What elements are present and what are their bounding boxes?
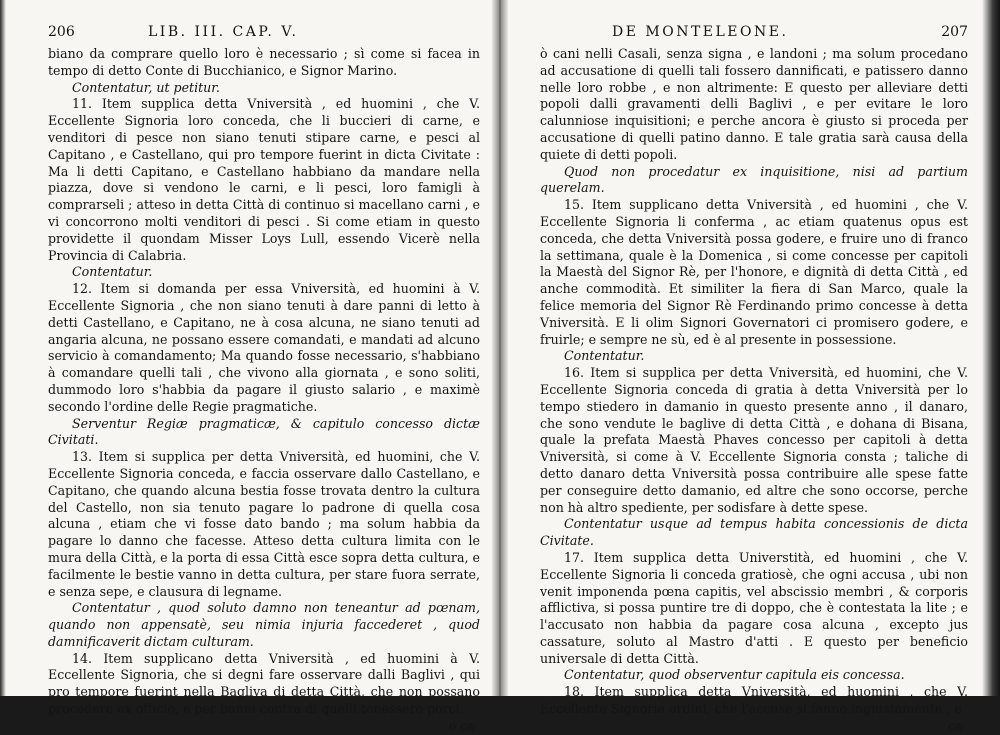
paragraph: 11. Item supplica detta Vniversità , ed huomini , che V. Eccellente Signoria loro conceda, che li buccieri di carne, e venditori di pesce non siano tenuti stipare carne, e pesci al Capitano , e Castellano, qui pro tempore fuerint in dicta Civitate : Ma li detti Capitano, e Castellano habbiano da mandare nella piazza, dove si vendono le carni, e li pesci, loro famigli à comprarseli ; atteso in detta Città di continuo si macellano carni , e vi concorrono molti venditori di pesci . Si come etiam in questo providette il quondam Misser Loys Lull, essendo Vicerè nella Provincia di Calabria. xyxy=(48,96,480,263)
left-page-body xyxy=(48,46,480,735)
paragraph: 15. Item supplicano detta Vniversità , ed huomini , che V. Eccellente Signoria li conferma , ac etiam quatenus opus est conceda, che detta Vniversità possa godere, e fruire uno di franco la settimana, quale è la Domenica , si come concesse per capitoli la Maestà del Signor Rè, per l'honore, e dignità di detta Città , ed anche commodità. Et similiter la fiera di San Marco, quale la felice memoria del Signor Rè Ferdinando primo concesse à detta Vniversità. E li olim Signori Governatori ci promisero godere, e fruirle; e sempre ne sù, ed è al presente in possessione. xyxy=(540,197,968,347)
rubric: Contentatur, quod observentur capitula eis concessa. xyxy=(564,667,905,683)
left-page-header xyxy=(48,24,480,46)
paragraph: 13. Item si supplica per detta Vniversità, ed huomini, che V. Eccellente Signoria conceda, e faccia osservare dallo Castellano, e Capitano, che quando alcuna bestia fosse trovata dentro la cultura del Castello, non sia tenuto pagare lo padrone di quella cosa alcuna , etiam che vi fosse dato bando ; ma solum habbia da pagare lo danno che facesse. Atteso detta cultura limita con le mura della Città, e la porta di essa Città esce sopra detta cultura, e facilmente le bestie vanno in detta cultura, per stare fuora serrate, e senza sepe, e clausura di legname. xyxy=(48,449,480,599)
paragraph: 18. Item supplica detta Vniversità, ed huomini , che V. Eccellente Signoria ordini, che l'accuse si fanno ingiustamente , e xyxy=(540,684,968,717)
rubric: Contentatur. xyxy=(564,348,645,364)
paragraph: 17. Item supplica detta Universtità, ed huomini , che V. Eccellente Signoria li conceda gratiosè, che ogni accusa , ubi non venit imponenda pœna capitis, vel abscissio membri , & corporis afflictiva, si possa puntire tre di doppo, che è contestata la lite ; e l'accusato non habbia da pagare cosa alcuna , excepto jus cassature, soluto al Mastro d'atti . E questo per beneficio universale di detta Città. xyxy=(540,549,968,666)
book-gutter xyxy=(492,0,508,696)
catchword: ca- xyxy=(948,718,966,733)
running-head: DE MONTELEONE. xyxy=(612,24,789,40)
catchword: o ca- xyxy=(449,718,478,733)
right-page-body xyxy=(540,46,968,735)
paragraph-continued: ò cani nelli Casali, senza signa , e landoni ; ma solum procedano ad accusatione di quelli tali fossero dannificati, e patissero danno nelle loro robbe , e non altrimente: E questo per alleviare detti popoli dalli gravamenti delli Baglivi , e per evitare le loro calunniose inquisitioni; e perche ancora è giusto si proceda per accusatione di quelli patino danno. E tale gratia sarà causa della quiete di detti popoli. xyxy=(540,46,968,162)
paragraph-continued: biano da comprare quello loro è necessario ; sì come si facea in tempo di detto Conte di Bucchianico, e Signor Marino. xyxy=(48,46,480,78)
paragraph: 14. Item supplicano detta Vniversità , ed huomini à V. Eccellente Signoria, che si degni fare osservare dalli Baglivi , qui pro tempore fuerint nella Bagliva di detta Città, che non possano procedere ex officio, e per banni contra di quelli tenessero porci, xyxy=(48,650,480,717)
running-head: LIB. III. CAP. V. xyxy=(148,24,299,40)
rubric: Contentatur. xyxy=(72,264,153,280)
rubric: Contentatur , quod soluto damno non teneantur ad pœnam, quando non appensatè, seu nimia injuria faccederet , quod damnificaverit dictam culturam. xyxy=(48,600,480,649)
rubric: Contentatur usque ad tempus habita concessionis de dicta Civitate. xyxy=(540,516,968,549)
right-page-header xyxy=(540,24,968,46)
rubric: Serventur Regiæ pragmaticæ, & capitulo concesso dictæ Civitati. xyxy=(48,415,480,448)
paragraph: 16. Item si supplica per detta Vniversità, ed huomini, che V. Eccellente Signoria conceda di gratia à detta Vniversità per lo tempo stiedero in damanio in questo presente anno , il danaro, che sono vendute le baglive di detta Città , e dohana di Bisana, quale la prefata Maestà Phaves concesso per capitoli à detta Vniversità, si come à V. Eccellente Signoria consta ; taliche di detto danaro detta Vniversità possa contribuire alle spese fatte per conseguire detto damanio, ed altre che sono occorse, perche non hà altro spediente, per sodisfare à dette spese. xyxy=(540,365,968,515)
paragraph: 12. Item si domanda per essa Vniversità, ed huomini à V. Eccellente Signoria , che non siano tenuti à dare panni di letto à detti Castellano, e Capitano, ne à cosa alcuna, ne siano tenuti ad angaria alcuna, ne possano essere comandati, e mandati ad alcuno servicio à comandamento; Ma quando fosse necessario, s'habbiano à comandare quelli tali , che vivono alla giornata , e sono soliti, dummodo loro s'habbia da pagare il giusto salario , e maximè secondo l'ordine delle Regie pragmatiche. xyxy=(48,281,480,414)
rubric: Contentatur, ut petitur. xyxy=(72,79,220,95)
rubric: Quod non procedatur ex inquisitione, nisi ad partium querelam. xyxy=(540,163,968,196)
page-number: 206 xyxy=(48,24,75,40)
left-book-edge xyxy=(0,0,6,696)
left-page xyxy=(48,24,480,733)
right-book-edge xyxy=(982,0,1000,696)
right-page xyxy=(540,24,968,733)
page-number: 207 xyxy=(941,24,968,40)
